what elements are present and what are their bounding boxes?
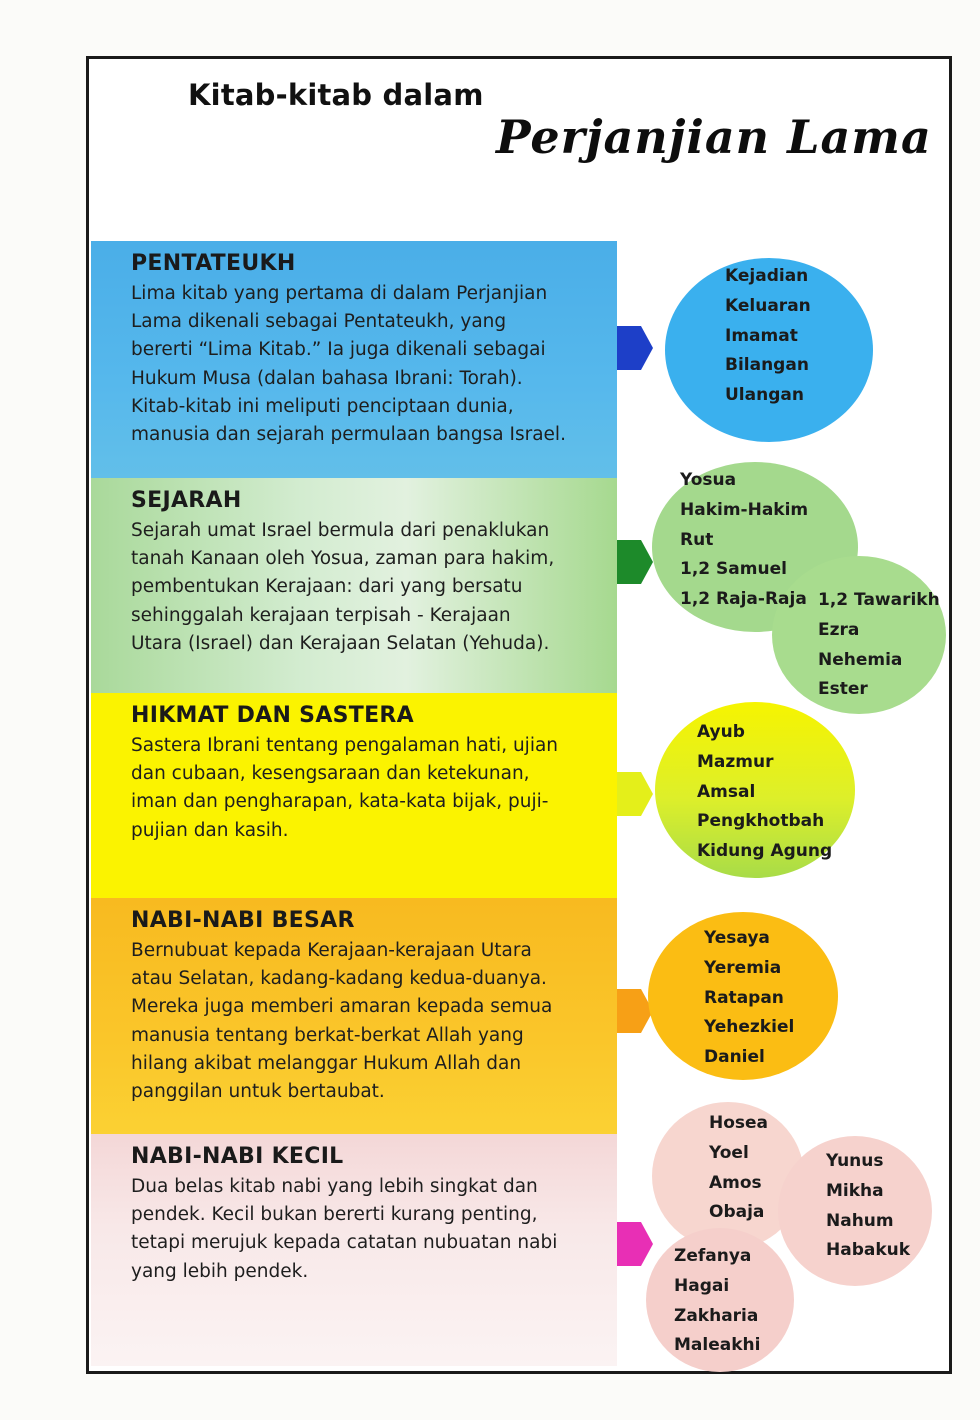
book-name: Ester: [818, 679, 868, 700]
book-list: [680, 466, 808, 615]
title-line-1: Kitab-kitab dalam: [188, 78, 484, 112]
description-line: Lama dikenali sebagai Pentateukh, yang: [131, 311, 507, 333]
book-name: Obaja: [709, 1202, 765, 1223]
book-name: Maleakhi: [674, 1335, 761, 1356]
book-list: [709, 1109, 768, 1228]
book-name: Yeremia: [704, 957, 782, 978]
description-line: manusia tentang berkat-berkat Allah yang: [131, 1024, 524, 1046]
book-name: Zakharia: [674, 1305, 759, 1326]
section-hikmat: [91, 693, 617, 898]
description-line: pujian dan kasih.: [131, 819, 289, 841]
book-name: Nehemia: [818, 649, 903, 670]
book-name: Rut: [680, 529, 714, 550]
description-line: tetapi merujuk kepada catatan nubuatan nabi: [131, 1232, 558, 1254]
description-line: hilang akibat melanggar Hukum Allah dan: [131, 1052, 522, 1074]
book-name: Amsal: [697, 781, 756, 802]
section-heading: PENTATEUKH: [131, 251, 296, 276]
book-name: Hakim-Hakim: [680, 499, 809, 520]
description-line: bererti “Lima Kitab.” Ia juga dikenali sebagai: [131, 339, 546, 361]
description-line: pembentukan Kerajaan: dari yang bersatu: [131, 576, 523, 598]
book-name: Hosea: [709, 1113, 769, 1133]
book-name: Mazmur: [697, 751, 774, 772]
book-name: 1,2 Tawarikh: [818, 590, 940, 610]
book-name: Daniel: [704, 1047, 765, 1068]
book-name: Bilangan: [725, 355, 809, 376]
arrow-right-icon: [617, 322, 653, 374]
section-heading: NABI-NABI BESAR: [131, 908, 355, 933]
book-list: [704, 924, 794, 1073]
section-heading: SEJARAH: [131, 488, 242, 513]
book-name: Yosua: [680, 470, 737, 490]
book-name: Amos: [709, 1172, 762, 1193]
book-name: Mikha: [826, 1180, 884, 1201]
description-line: Utara (Israel) dan Kerajaan Selatan (Yehuda).: [131, 632, 550, 654]
section-description: [131, 1173, 609, 1286]
book-list: [818, 586, 940, 705]
description-line: pendek. Kecil bukan bererti kurang penting,: [131, 1204, 538, 1226]
description-line: Sejarah umat Israel bermula dari penaklukan: [131, 520, 550, 541]
description-line: Bernubuat kepada Kerajaan-kerajaan Utara: [131, 940, 532, 961]
book-name: Keluaran: [725, 295, 811, 316]
book-name: Hagai: [674, 1275, 730, 1296]
section-nabi-kecil: [91, 1134, 617, 1366]
book-name: Yoel: [709, 1142, 749, 1163]
book-name: Yunus: [826, 1151, 884, 1171]
book-list: [697, 718, 832, 867]
description-line: panggilan untuk bertaubat.: [131, 1081, 385, 1103]
book-name: Ulangan: [725, 385, 804, 406]
section-sejarah: [91, 478, 617, 693]
description-line: sehinggalah kerajaan terpisah - Kerajaan: [131, 604, 511, 626]
title-line-2: Perjanjian Lama: [496, 110, 932, 164]
book-name: 1,2 Raja-Raja: [680, 589, 807, 610]
section-description: [131, 517, 609, 658]
description-line: tanah Kanaan oleh Yosua, zaman para hakim,: [131, 548, 555, 570]
book-name: Ayub: [697, 722, 745, 742]
section-nabi-besar: [91, 898, 617, 1134]
arrow-right-icon: [617, 536, 653, 588]
book-list: [826, 1147, 910, 1266]
arrow-right-icon: [617, 768, 653, 820]
book-name: Imamat: [725, 325, 798, 346]
book-name: Nahum: [826, 1210, 894, 1231]
book-name: Kidung Agung: [697, 841, 833, 862]
book-name: Zefanya: [674, 1246, 752, 1266]
description-line: manusia dan sejarah permulaan bangsa Israel.: [131, 424, 566, 446]
book-name: 1,2 Samuel: [680, 559, 787, 580]
description-line: Dua belas kitab nabi yang lebih singkat dan: [131, 1176, 538, 1197]
description-line: Sastera Ibrani tentang pengalaman hati, ujian: [131, 735, 559, 756]
description-line: Mereka juga memberi amaran kepada semua: [131, 996, 553, 1018]
arrow-right-icon: [617, 1218, 653, 1270]
section-pentateukh: [91, 241, 617, 478]
section-description: [131, 937, 609, 1106]
book-list: [674, 1242, 760, 1361]
description-line: atau Selatan, kadang-kadang kedua-duanya.: [131, 968, 547, 990]
section-description: [131, 732, 609, 845]
description-line: yang lebih pendek.: [131, 1260, 309, 1282]
description-line: Kitab-kitab ini meliputi penciptaan dunia,: [131, 395, 514, 417]
description-line: iman dan pengharapan, kata-kata bijak, puji-: [131, 791, 549, 813]
book-name: Kejadian: [725, 266, 809, 286]
section-description: [131, 280, 609, 449]
book-name: Ratapan: [704, 987, 784, 1008]
description-line: Hukum Musa (dalan bahasa Ibrani: Torah).: [131, 367, 523, 389]
section-heading: NABI-NABI KECIL: [131, 1144, 344, 1169]
book-name: Habakuk: [826, 1240, 911, 1261]
book-name: Ezra: [818, 619, 860, 640]
book-list: [725, 262, 811, 411]
book-name: Yesaya: [704, 928, 770, 948]
book-name: Pengkhotbah: [697, 811, 825, 832]
book-name: Yehezkiel: [704, 1017, 795, 1038]
description-line: dan cubaan, kesengsaraan dan ketekunan,: [131, 763, 530, 785]
section-heading: HIKMAT DAN SASTERA: [131, 703, 414, 728]
description-line: Lima kitab yang pertama di dalam Perjanjian: [131, 283, 548, 304]
